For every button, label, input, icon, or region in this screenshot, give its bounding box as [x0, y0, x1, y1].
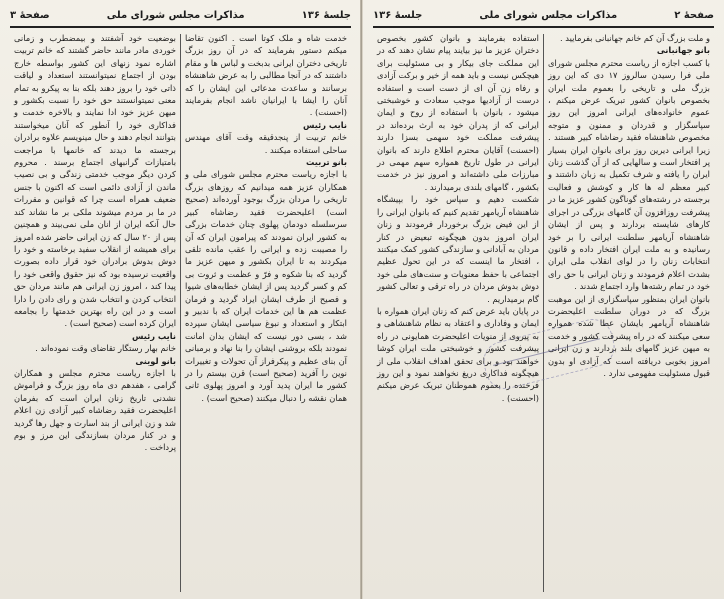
paragraph: با اجازه ریاست محترم مجلس شورای ملی و همکاران عزیز همه میدانیم که روزهای بزرگ تاریخی را مردان بزرگ بوجود آورده‌اند (صحیح است) اعلیحضرت فقید رضاشاه کبیر سرسلسله دودمان پهلوی چنان خدمات بزرگی به کشور ایران نمودند که پیرامون ایران که آن را مصیبت زده و ایرانی را عقب مانده تلقی میکردند به تا ایران بکشور و میهن عزیز ما گردید که بنا شکوه و فرّ و عظمت و ثروت بی کم و کسر گردید پس از ایشان خطابه‌های شیوا و فصیح از طرف ایشان ایراد گردید و فرمان عظمت هم ها این خدمات ایران که با ندبیر و ابتکار و استعداد و نبوغ سیاسی ایشان سپرده شد ، بسی دور نیست که ایشان بدان امانت نمودند بلکه بروشنی ایشان را بنا نهاد و برمبانی آن بنای عظیم و پیکرفراز آن تحولات و تغییرات نوین را آفرید (صحیح است) قرن بیستم را در کشور ما ایران پدید آورد و امروز پهلوی ثانی همان نقشه را دنبال میکنند (صحیح است) . — [185, 169, 347, 403]
column-right — [544, 32, 714, 594]
paragraph: خانم بهار رستگار تقاضای وقت نموده‌اند . — [35, 343, 176, 354]
speaker-name: بانو جهانبانی — [656, 45, 710, 56]
page-number: صفحهٔ ۳ — [10, 9, 50, 21]
columns-right-page — [373, 32, 714, 594]
page-number: صفحهٔ ۲ — [674, 9, 714, 21]
column-right — [181, 32, 351, 594]
paragraph: خدمت شاه و ملک کوتا است . اکنون تقاضا میکنم دستور بفرمایند که در آن روز بزرگ تاریخی دختران ایرانی بدبخت و لباس ها و مقام داشتند که در آنجا مطالبی را به عرض شاهنشاه برسانند و ساعدت مدعائی این ایشان را که آنان را ایشا با ایرانیان ناشد انجام بفرمایند (احسنت) . — [185, 33, 347, 118]
speaker-name: نایب رئیس — [302, 119, 347, 130]
speaker-name: نایب رئیس — [131, 330, 176, 341]
header-title: مذاکرات مجلس شورای ملی — [106, 9, 245, 21]
column-left — [10, 32, 180, 594]
paragraph: بانوان ایران بمنظور سپاسگزاری از این موهبت بزرگ که در دوران سلطنت اعلیحضرت شاهنشاه آریامهر بایشان عطا شده همواره سعی میکنند که در راه پیشرفت کشور و خدمت به میهن عزیز گامهای بلند بردارند و زن ایرانی امروز بخوبی دریافته است که آزادی او بدون قبول مسئولیت مفهومی ندارد . — [548, 293, 710, 378]
columns-left-page — [10, 32, 351, 594]
page-header-right — [373, 4, 714, 28]
paragraph: استفاده بفرمایند و بانوان کشور بخصوص دختران عزیز ما نیز بیایند پیام نشان دهند که در این مملکت جای بیکار و بی مسئولیت برای هیچکس نیست و باید همه از خیر و برکت آزادی و رفاه زن آن ای از دست است و استفاده درست از آزادیها موجب سعادت و خوشبختی میشود ، بانوان با استفاده از روح و ایمان ایرانی که از پدران خود به ارث برده‌اند در پیشرفت مملکت خود سهمی بسزا دارند (احسنت) آقایان محترم اطلاع دارند که بانوان ایرانی در طول تاریخ همواره سهم مهمی در مبارزات ملی داشته‌اند و امروز نیز در خدمت بکشور ، گامهای بلندی برمیدارند . — [377, 33, 539, 192]
column-left — [373, 32, 543, 594]
paragraph: با اجازه ریاست محترم مجلس و همکاران گرامی ، هفدهم دی ماه روز بزرگ و فراموش نشدنی تاریخ زنان ایران است که بفرمان اعلیحضرت فقید رضاشاه کبیر آزادی زن اعلام شد و زن ایرانی از بند اسارت و جهل رها گردید و در کنار مردان بسازندگی این مرز و بوم پرداخت . — [14, 367, 176, 453]
page-header-left — [10, 4, 351, 28]
session-label: جلسهٔ ۱۳۶ — [301, 9, 351, 21]
session-label: جلسهٔ ۱۳۶ — [373, 9, 423, 21]
header-title: مذاکرات مجلس شورای ملی — [479, 9, 618, 21]
column-rule — [180, 34, 181, 592]
paragraph: با کسب اجازه از ریاست محترم مجلس شورای ملی فرا رسیدن سالروز ۱۷ دی که این روز بزرگ ملی و تاریخی را بعموم ملت ایران بخصوص بانوان کشور تبریک عرض میکنم ، عموم خانواده‌های ایرانی امروز این روز سپاسگزار و قدردان و ممنون و متوجه مخصوص شاهنشاه فقید رضاشاه کبیر هستند . زیرا ایرانی دیرین روز برای بانوان ایران بسیار پر افتخار است و سالهایی که از آن گذشت زنان ایران را یافته و شرف تکمیل به زبان داشتند و کبیر معظم له ها کار و کوشش و فعالیت برجسته در رشته‌های گوناگون کشور عزیز ما در پیشرفت روزافزون آن گامهای بزرگی در اجرای کارهای شایسته بردارند و پس از ایشان شاهنشاه آریامهر سلطنت ایرانی را بر خود رسانیده و به ملت ایران افتخار داده و قانون انتخابات زنان را در لوای انقلاب ملی ایران بشدت اعلام فرمودند و زنان ایرانی با حق رای خود در تمام رشته‌ها وارد اجتماع شدند . — [548, 57, 710, 292]
paragraph: بوضعیت خود آشفتند و بیمضطرب و زمانی خوردی مادر مانند حاضر گشتند که خانم تربیت اشاره نمود زنهای این کشور بواسطه خارج بودن از اجتماع نمیتوانستند استعداد و لیاقت ذاتی خود را بروز دهند بلکه بنا به پیکرو به تمام معنی نمیتوانستند حق خود را نسبت بکشور و میهن عزیز خود ادا نمایند و بالاخره خدمت و فداکاری خود را آنطور که آنان میخواستند بتوانند انجام دهند و حال مینویسم علاوه برادران برجسته ما دیدند که خانمها با مراجعت بامتیازات گرانبهای اجتماع برسند . محروم کردن دیگر موجب خدمتی زندگی و بی نصیب ماندن از آزادی دائمی است که اکنون با جنس ضعیف همراه است چرا که قوانین و مقررات در ما بر مردم میشوند ملکی بر ما نشاند کند حال آنکه ایران از انان ملی نمی‌بیند و همچنین پس از ۲۰ سال که زن ایرانی حاضر شده امروز برای همیشه از انقلاب سفید برخاسته و خود را دوش بدوش برادران خود قرار داده بصورت واقعیت نرسیده بود که نیز حقوق واقعی خود را پیدا کند ، امروز زن ایرانی هم مانند مردان حق انتخاب کردن و انتخاب شدن و رای دادن را دارا است و در این راه بهترین خدمتها را بجامعه ایران کرده است (صحیح است) . — [14, 33, 176, 329]
page-right — [362, 0, 724, 599]
paragraph: و ملت بزرگ آن کم خانم جهانبانی بفرمایید . — [559, 33, 710, 43]
column-rule — [543, 34, 544, 592]
paragraph: خانم تربیت از پنجدقیقه وقت آقای مهندس ساحلی استفاده میکنند . — [185, 132, 347, 155]
speaker-name: بانو لوینی — [135, 355, 176, 366]
speaker-name: بانو تربیت — [306, 157, 347, 168]
paragraph: شکست دهیم و سپاس خود را بپیشگاه شاهنشاه آریامهر تقدیم کنیم که بانوان ایرانی را از این فیض بزرگ برخوردار فرمودند و زنان ایران امروز بدون هیچگونه تبعیض در کنار مردان به آبادانی و سازندگی کشور کمک میکنند ، افتخار ما اینست که در این تحول عظیم اجتماعی با حفظ معنویات و سنت‌های ملی خود دوش بدوش مردان در راه ترقی و تعالی کشور گام برمیداریم . — [377, 194, 539, 304]
paragraph: در پایان باید عرض کنم که زنان ایران همواره با ایمان و وفاداری و اعتقاد به نظام شاهنشاهی و به پیروی از منویات اعلیحضرت همایونی در راه پیشرفت کشور و خوشبختی ملت ایران کوشا خواهند بود و برای تحقق اهداف انقلاب ملی از هیچگونه فداکاری دریغ نخواهند نمود و این روز فرخنده را بعموم هموطنان تبریک عرض میکنم (احسنت) . — [377, 305, 539, 403]
